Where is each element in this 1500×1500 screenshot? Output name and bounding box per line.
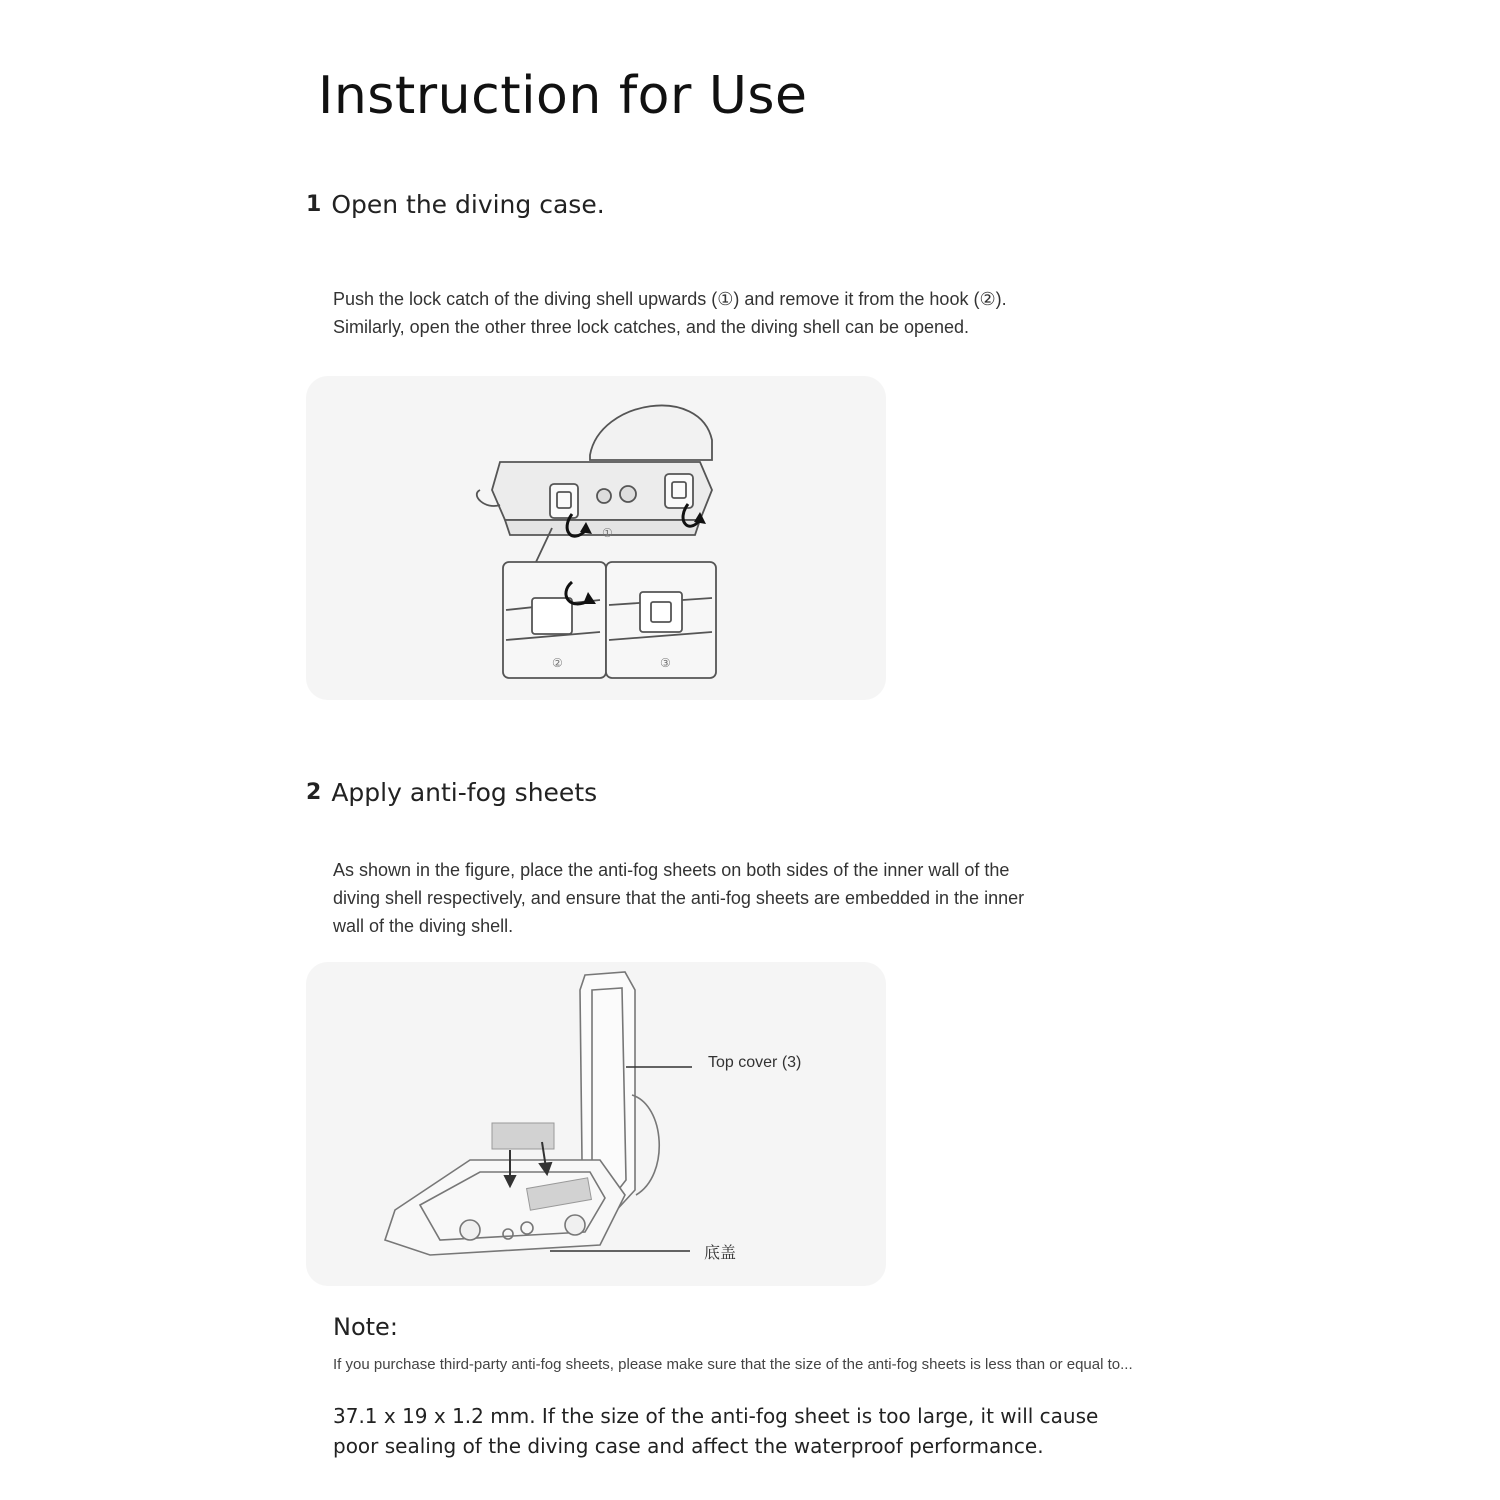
step-2-line-3: wall of the diving shell.	[333, 916, 514, 936]
step-1-number: 1	[306, 192, 322, 217]
step-2-number: 2	[306, 780, 322, 805]
marker-2: ②	[552, 656, 563, 670]
step-2-line-1: As shown in the figure, place the anti-fog sheets on both sides of the inner wall of the	[333, 860, 1010, 880]
note-body	[333, 1401, 1098, 1461]
bottom-cover-label: 底盖	[704, 1245, 737, 1262]
note-small-line: If you purchase third-party anti-fog sheets, please make sure that the size of the anti-fog sheets is less than or equal to...	[333, 1356, 1133, 1373]
step-1-line-1: Push the lock catch of the diving shell upwards (①) and remove it from the hook (②).	[333, 289, 1007, 309]
marker-1: ①	[602, 526, 613, 540]
step-2-line-2: diving shell respectively, and ensure that the anti-fog sheets are embedded in the inner	[333, 888, 1025, 908]
note-body-line-2: poor sealing of the diving case and affect the waterproof performance.	[333, 1434, 1044, 1458]
note-body-line-1: 37.1 x 19 x 1.2 mm. If the size of the anti-fog sheet is too large, it will cause	[333, 1404, 1099, 1428]
step-1-title: Open the diving case.	[331, 190, 605, 219]
note-title: Note:	[333, 1313, 398, 1341]
step-1-line-2: Similarly, open the other three lock catches, and the diving shell can be opened.	[333, 317, 970, 337]
page-title: Instruction for Use	[318, 66, 808, 126]
marker-3: ③	[660, 656, 671, 670]
step-2-title: Apply anti-fog sheets	[331, 778, 598, 807]
top-cover-label: Top cover (3)	[708, 1054, 802, 1071]
